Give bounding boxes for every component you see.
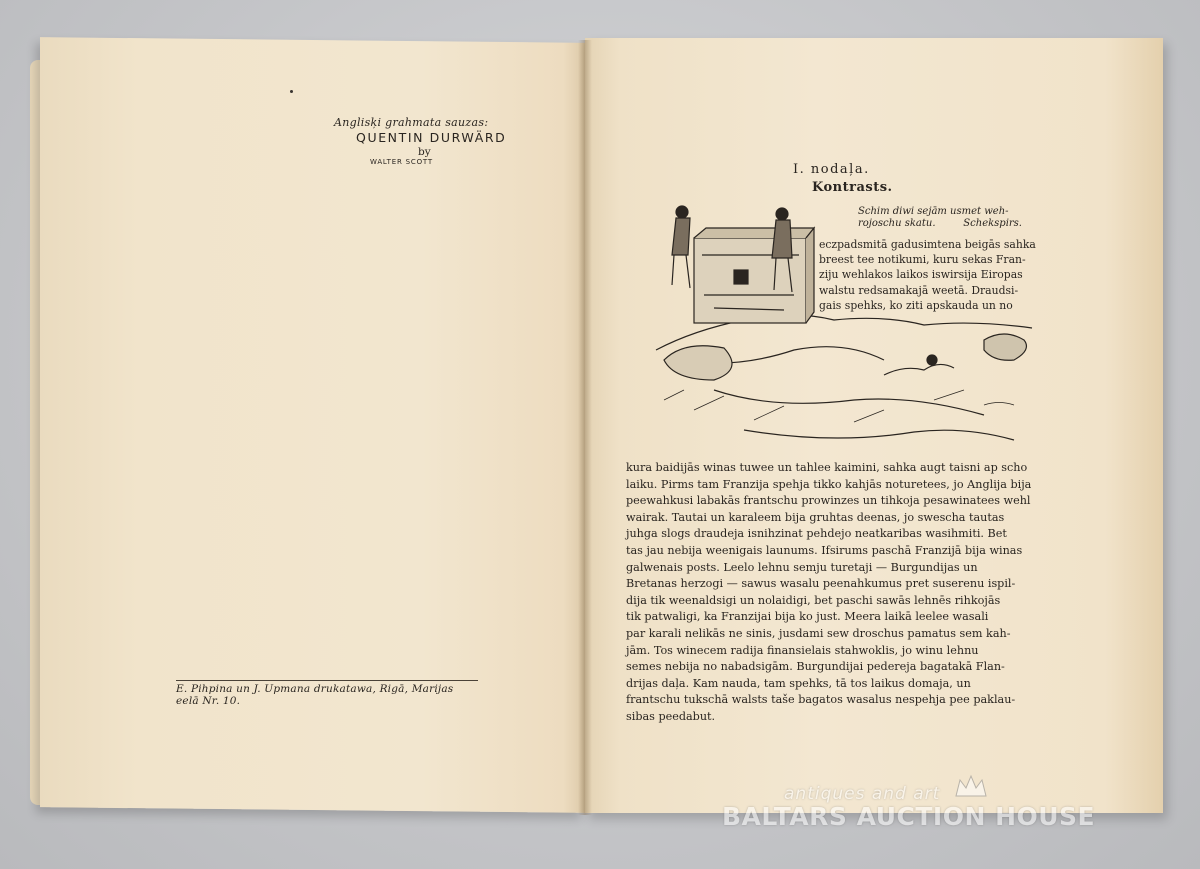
- body-line: jām. Tos winecem radija finansielais stahwoklis, jo winu lehnu: [626, 643, 979, 657]
- body-line: wairak. Tautai un karaleem bija gruhtas deenas, jo swescha tautas: [626, 510, 1005, 524]
- book-spine: [578, 40, 592, 815]
- by-word: by: [418, 146, 431, 158]
- ink-dot: [290, 90, 293, 93]
- author-name: WALTER SCOTT: [370, 158, 433, 166]
- epigraph-text: Schim diwi sejām usmet weh-rojoschu skatu.: [858, 206, 1009, 229]
- body-line: juhga slogs draudeja isnihzinat pehdejo neatkaribas wasihmiti. Bet: [626, 527, 1007, 541]
- body-line: tik patwaligi, ka Franzijai bija ko just. Meera laikā leelee wasali: [626, 610, 989, 624]
- epigraph-author: Schekspirs.: [963, 218, 1022, 229]
- watermark-brand: BALTARS AUCTION HOUSE: [722, 802, 1096, 831]
- chapter-illustration: [654, 200, 1034, 450]
- watermark-tagline: antiques and art: [784, 784, 941, 804]
- original-title-label: Anglisķi grahmata sauzas:: [334, 116, 489, 129]
- body-line: frantschu tukschā walsts taše bagatos wasalus nespehja pee paklau-: [626, 693, 1016, 707]
- body-line: galwenais posts. Leelo lehnu semju turetaji — Burgundijas un: [626, 560, 978, 574]
- body-line: drijas daļa. Kam nauda, tam spehks, tā tos laikus domaja, un: [626, 676, 971, 690]
- body-line: laiku. Pirms tam Franzija spehja tikko kahjās noturetees, jo Anglija bija: [626, 477, 1032, 491]
- body-paragraph: [626, 460, 1046, 726]
- side-line: ziju wehlakos laikos iswirsija Eiropas: [819, 268, 1023, 282]
- chapter-title: Kontrasts.: [812, 180, 893, 195]
- book-title: QUENTIN DURWÄRD: [356, 130, 507, 145]
- auction-watermark: [722, 780, 1122, 840]
- side-line: gais spehks, ko ziti apskauda un no: [819, 298, 1013, 312]
- body-line: par karali nelikās ne sinis, jusdami sew droschus pamatus sem kah-: [626, 626, 1011, 640]
- body-line: kura baidijās winas tuwee un tahlee kaimini, sahka augt taisni ap scho: [626, 461, 1028, 474]
- body-line: Bretanas herzogi — sawus wasalu peenahkumus pret suserenu ispil-: [626, 577, 1016, 591]
- crown-icon: [954, 774, 988, 800]
- body-line: tas jau nebija weenigais launums. Ifsirums paschā Franzijā bija winas: [626, 543, 1023, 557]
- side-line: breest tee notikumi, kuru sekas Fran-: [819, 253, 1026, 267]
- side-line: walstu redsamakajā weetā. Draudsi-: [819, 283, 1019, 297]
- side-line: eczpadsmitā gadusimtena beigās sahka: [819, 238, 1036, 251]
- body-line: dija tik weenaldsigi un nolaidigi, bet paschi sawās lehnēs rihkojās: [626, 593, 1001, 607]
- printer-imprint: E. Pihpina un J. Upmana drukatawa, Rigā, Marijas eelā Nr. 10.: [176, 680, 478, 707]
- body-line: peewahkusi labakās frantschu prowinzes un tihkoja pesawinatees wehl: [626, 494, 1031, 508]
- body-line: sibas peedabut.: [626, 709, 716, 723]
- chapter-number: I. nodaļa.: [793, 162, 870, 177]
- body-line: semes nebija no nabadsigām. Burgundijai pedereja bagatakā Flan-: [626, 660, 1005, 674]
